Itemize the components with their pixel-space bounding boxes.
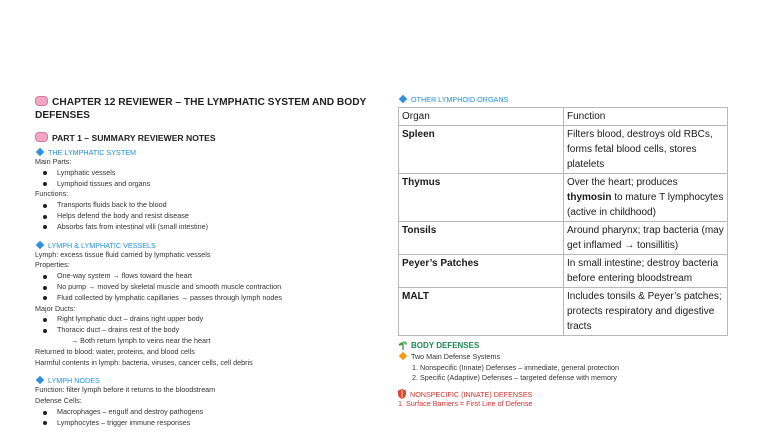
two-main-defense-systems: Two Main Defense Systems [398,352,728,363]
surface-barriers: 1. Surface Barriers = First Line of Defense [398,399,533,409]
brain-icon [35,96,48,106]
function-cell: In small intestine; destroy bacteria before entering bloodstream [564,255,728,288]
lymphoid-organs-table [398,107,728,336]
diamond-icon [36,240,44,248]
harmful-contents: Harmful contents in lymph: bacteria, viruses, cancer cells, cell debris [35,357,253,367]
list-item: Helps defend the body and resist disease [57,211,375,222]
organ-cell: Tonsils [399,222,564,255]
chapter-title: CHAPTER 12 REVIEWER – THE LYMPHATIC SYSTEM AND BODY DEFENSES [35,97,367,121]
list-item: Lymphocytes – trigger immune responses [57,418,375,429]
herb-icon [398,340,408,350]
list-item: Transports fluids back to the blood [57,200,375,211]
list-item: Right lymphatic duct – drains right upper body [57,314,375,325]
organ-cell: MALT [399,288,564,336]
defense-cells-list [35,407,375,429]
major-ducts-label: Major Ducts: [35,303,76,313]
table-row [399,288,728,336]
diamond-icon [36,148,44,156]
diamond-icon [36,376,44,384]
table-header-row [399,108,728,126]
list-item: Macrophages – engulf and destroy pathogens [57,407,375,418]
list-item: Thoracic duct – drains rest of the body [57,325,375,336]
list-item: No pump → moved by skeletal muscle and smooth muscle contraction [57,282,375,293]
table-row [399,255,728,288]
main-parts-label: Main Parts: [35,157,72,166]
column-header-organ: Organ [399,108,564,126]
bold-term: thymosin [567,192,612,203]
properties-list [35,271,375,303]
left-column [35,96,375,429]
organ-cell: Spleen [399,126,564,174]
lymph-definition: Lymph: excess tissue fluid carried by lymphatic vessels [35,249,211,259]
properties-label: Properties: [35,260,70,270]
table-row [399,174,728,222]
diamond-icon [399,352,407,360]
section-heading-lymph-nodes: LYMPH NODES [35,376,375,385]
ducts-list [35,314,375,346]
main-parts-list [35,168,375,190]
section-heading-other-lymphoid-organs: OTHER LYMPHOID ORGANS [398,95,728,104]
defense-systems-list [398,363,728,383]
column-header-function: Function [564,108,728,126]
function-cell: Filters blood, destroys old RBCs, forms fetal blood cells, stores platelets [564,126,728,174]
lymph-nodes-function: Function: filter lymph before it returns to the bloodstream [35,385,216,395]
function-cell: Includes tonsils & Peyer’s patches; protects respiratory and digestive tracts [564,288,728,336]
brain-icon [35,132,48,142]
defense-cells-label: Defense Cells: [35,396,82,406]
organ-cell: Thymus [399,174,564,222]
right-column [398,95,728,409]
table-row [399,126,728,174]
functions-label: Functions: [35,189,69,199]
list-item: Lymphoid tissues and organs [57,179,375,190]
shield-icon [398,389,406,399]
list-item: Lymphatic vessels [57,168,375,179]
list-item: Absorbs fats from intestinal villi (small intestine) [57,222,375,233]
list-item: 2. Specific (Adaptive) Defenses – targeted defense with memory [420,373,728,383]
list-item: One-way system → flows toward the heart [57,271,375,282]
list-item: 1. Nonspecific (Innate) Defenses – immediate, general protection [420,363,728,373]
list-item: Fluid collected by lymphatic capillaries → passes through lymph nodes [57,293,375,304]
section-heading-lymphatic-system: THE LYMPHATIC SYSTEM [35,148,375,157]
table-row [399,222,728,255]
organ-cell: Peyer’s Patches [399,255,564,288]
part1-heading: PART 1 – SUMMARY REVIEWER NOTES [35,132,375,143]
function-cell: Around pharynx; trap bacteria (may get inflamed → tonsillitis) [564,222,728,255]
section-heading-body-defenses: BODY DEFENSES [398,340,728,350]
functions-list [35,200,375,232]
list-subitem: → Both return lymph to veins near the heart [71,335,211,345]
returned-to-blood: Returned to blood: water, proteins, and blood cells [35,346,195,356]
section-heading-lymph-vessels: LYMPH & LYMPHATIC VESSELS [35,241,375,250]
function-cell: Over the heart; produces thymosin to mature T lymphocytes (active in childhood) [564,174,728,222]
section-heading-nonspecific-defenses: NONSPECIFIC (INNATE) DEFENSES [398,389,728,399]
diamond-icon [399,95,407,103]
